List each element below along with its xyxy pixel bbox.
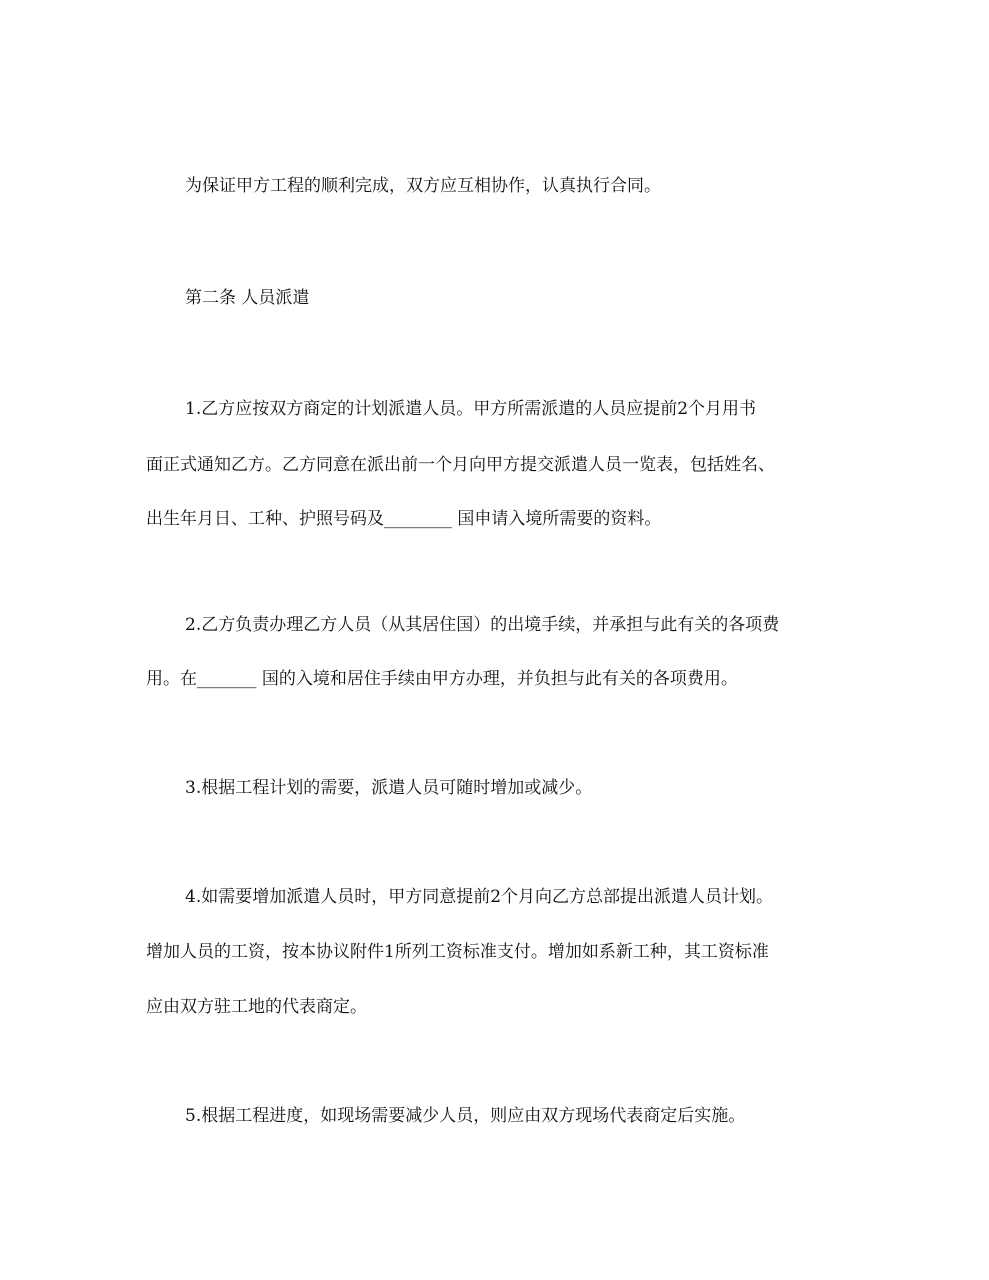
clause-1-line-3: 出生年月日、工种、护照号码及________ 国申请入境所需要的资料。: [146, 509, 662, 529]
clause-5-line-1: 5.根据工程进度，如现场需要减少人员，则应由双方现场代表商定后实施。: [185, 1106, 746, 1126]
clause-4-line-3: 应由双方驻工地的代表商定。: [146, 997, 367, 1017]
clause-2-line-1: 2.乙方负责办理乙方人员（从其居住国）的出境手续，并承担与此有关的各项费: [185, 615, 780, 635]
clause-1-line-1: 1.乙方应按双方商定的计划派遣人员。甲方所需派遣的人员应提前2个月用书: [185, 399, 757, 419]
clause-1-line-2: 面正式通知乙方。乙方同意在派出前一个月向甲方提交派遣人员一览表，包括姓名、: [146, 455, 775, 475]
intro-paragraph: 为保证甲方工程的顺利完成，双方应互相协作，认真执行合同。: [185, 176, 661, 196]
clause-4-line-1: 4.如需要增加派遣人员时，甲方同意提前2个月向乙方总部提出派遣人员计划。: [185, 887, 774, 907]
clause-3-line-1: 3.根据工程计划的需要，派遣人员可随时增加或减少。: [185, 778, 593, 798]
article-title: 第二条 人员派遣: [185, 288, 310, 308]
clause-2-line-2: 用。在_______ 国的入境和居住手续由甲方办理，并负担与此有关的各项费用。: [146, 669, 738, 689]
clause-4-line-2: 增加人员的工资，按本协议附件1所列工资标准支付。增加如系新工种，其工资标准: [146, 942, 769, 962]
